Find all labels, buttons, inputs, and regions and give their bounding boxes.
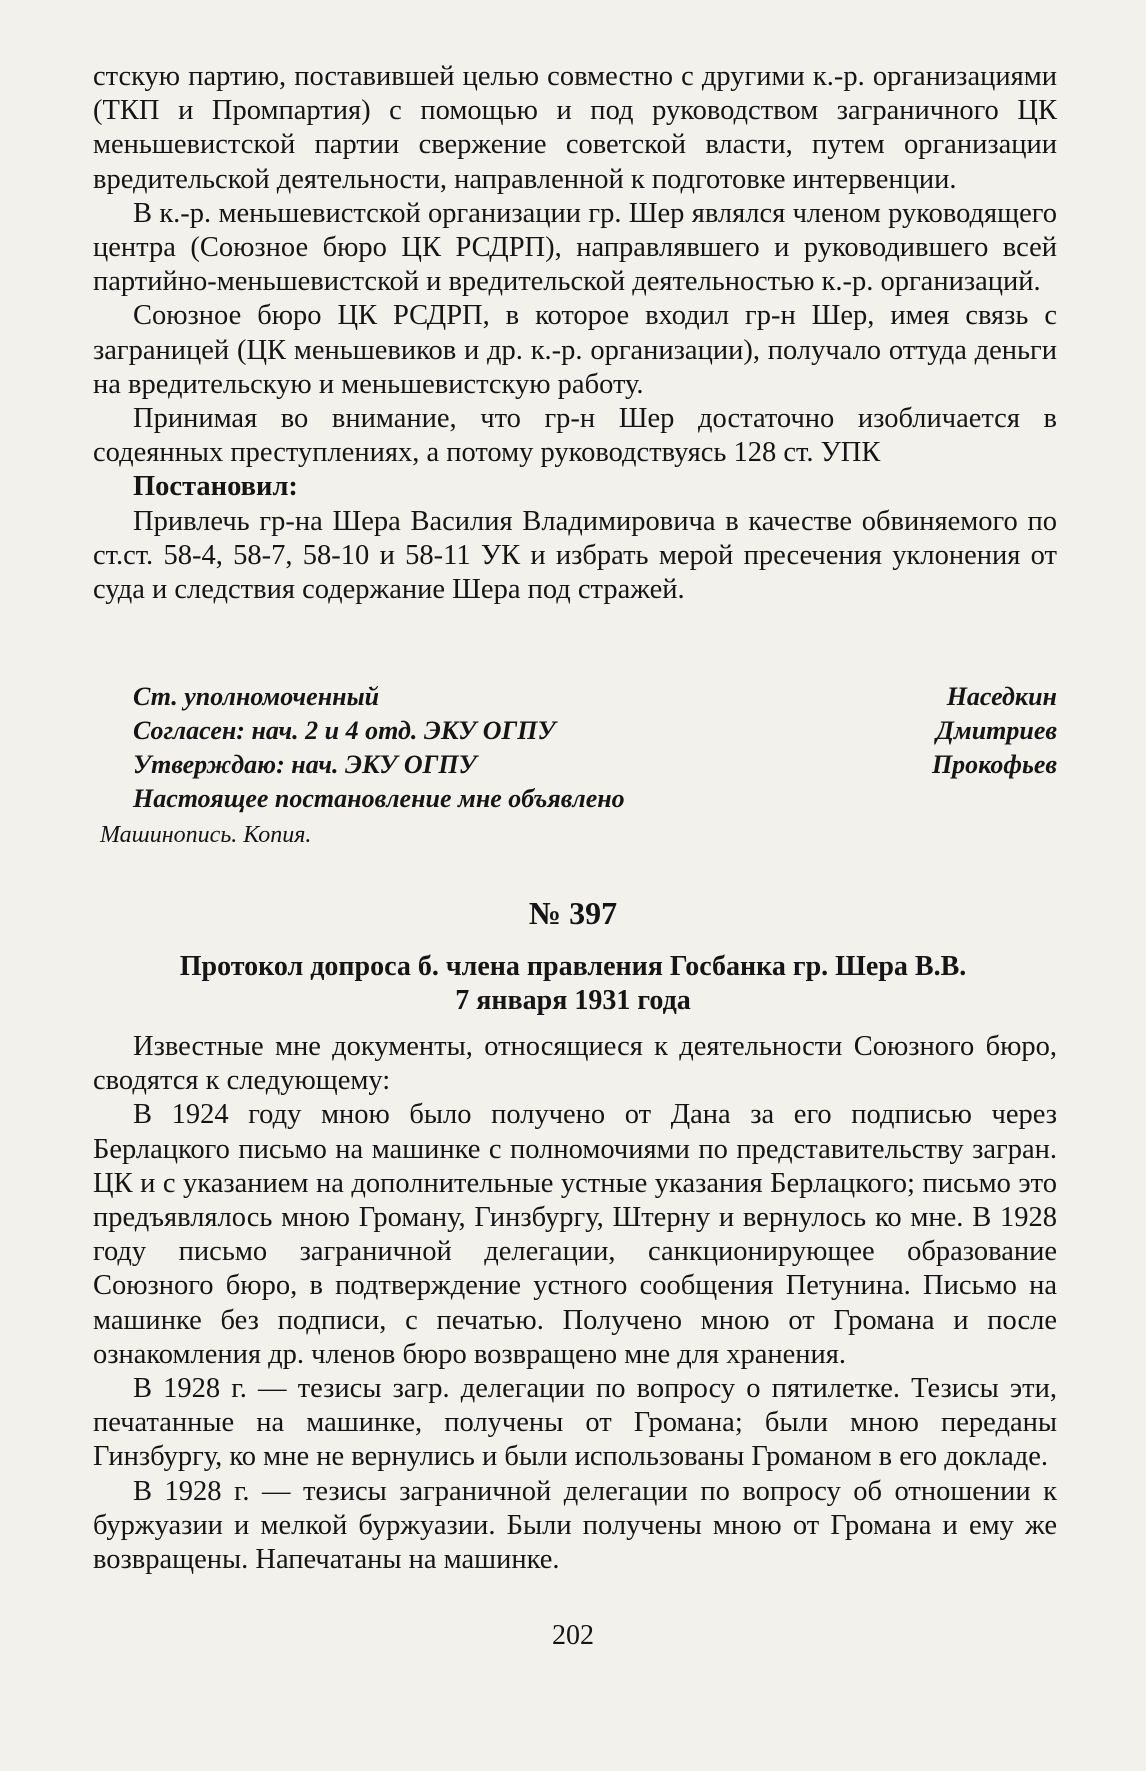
paragraph: Известные мне документы, относящиеся к деятельности Союзного бюро, сводятся к следующему: (93, 1031, 1057, 1097)
signature-row (133, 748, 1057, 782)
signature-block (133, 680, 1057, 816)
title-line: Протокол допроса б. члена правления Госбанка гр. Шера В.В. (179, 951, 967, 982)
resolved-label: Постановил: (133, 471, 298, 503)
document-number: № 397 (528, 895, 618, 931)
signature-name: Прокофьев (931, 750, 1057, 779)
protocol-text-block (93, 1030, 1057, 1577)
signature-role: Ст. уполномоченный (133, 682, 380, 711)
signature-role: Утверждаю: нач. ЭКУ ОГПУ (133, 750, 477, 779)
paragraph: Союзное бюро ЦК РСДРП, в которое входил гр-н Шер, имея связь с заграницей (ЦК меньшевиков и др. к.-р. организации), получало оттуда деньги на вредительскую и меньшевистскую работу. (93, 300, 1057, 400)
signature-name: Наседкин (946, 682, 1057, 711)
page-number: 202 (552, 1620, 594, 1651)
paragraph: В 1928 г. — тезисы заграничной делегации по вопросу об отношении к буржуазии и мелкой буржуазии. Были получены мною от Громана и ему же возвращены. Напечатаны на машинке. (93, 1475, 1057, 1576)
paragraph: В 1924 году мною было получено от Дана за его подписью через Берлацкого письмо на машинке с полномочиями по представительству загран. ЦК и с указанием на дополнительные устные указания Берлацкого; письмо это предъявлялось мною Громану, Гинзбургу, Штерну и вернулось ко мне. В 1928 году письмо заграничной делегации, санкционирующее образование Союзного бюро, в подтверждение устного сообщения Петунина. Письмо на машинке без подписи, с печатью. Получено мною от Громана и после ознакомления др. членов бюро возвращено мне для хранения. (93, 1099, 1057, 1370)
paragraph: В к.-р. меньшевистской организации гр. Шер являлся членом руководящего центра (Союзное бюро ЦК РСДРП), направлявшего и руководившего всей партийно-меньшевистской и вредительской деятельностью к.-р. организаций. (93, 197, 1057, 298)
paragraph: стскую партию, поставившей целью совместно с другими к.-р. организациями (ТКП и Промпартия) с помощью и под руководством заграничного ЦК меньшевистской партии свержение советской власти, путем организации вредительской деятельности, направленной к подготовке интервенции. (93, 61, 1057, 195)
signature-role: Согласен: нач. 2 и 4 отд. ЭКУ ОГПУ (133, 716, 556, 745)
signature-name: Дмитриев (936, 716, 1057, 745)
signature-row (133, 680, 1057, 714)
document-title (0, 950, 1146, 1018)
paragraph: В 1928 г. — тезисы загр. делегации по вопросу о пятилетке. Тезисы эти, печатанные на машинке, получены от Громана; были мною переданы Гинзбургу, ко мне не вернулись и были использованы Громаном в его докладе. (93, 1373, 1057, 1473)
source-note: Машинопись. Копия. (100, 822, 312, 848)
paragraph: Принимая во внимание, что гр-н Шер достаточно изобличается в содеянных преступлениях, а потому руководствуясь 128 ст. УПК (93, 403, 1057, 469)
title-date: 7 января 1931 года (455, 985, 691, 1016)
top-text-block (93, 60, 1057, 607)
announcement: Настоящее постановление мне объявлено (133, 784, 625, 813)
signature-row (133, 714, 1057, 748)
resolution-paragraph: Привлечь гр-на Шера Василия Владимировича в качестве обвиняемого по ст.ст. 58-4, 58-7, 58-10 и 58-11 УК и избрать мерой пресечения уклонения от суда и следствия содержание Шера под стражей. (93, 505, 1057, 606)
